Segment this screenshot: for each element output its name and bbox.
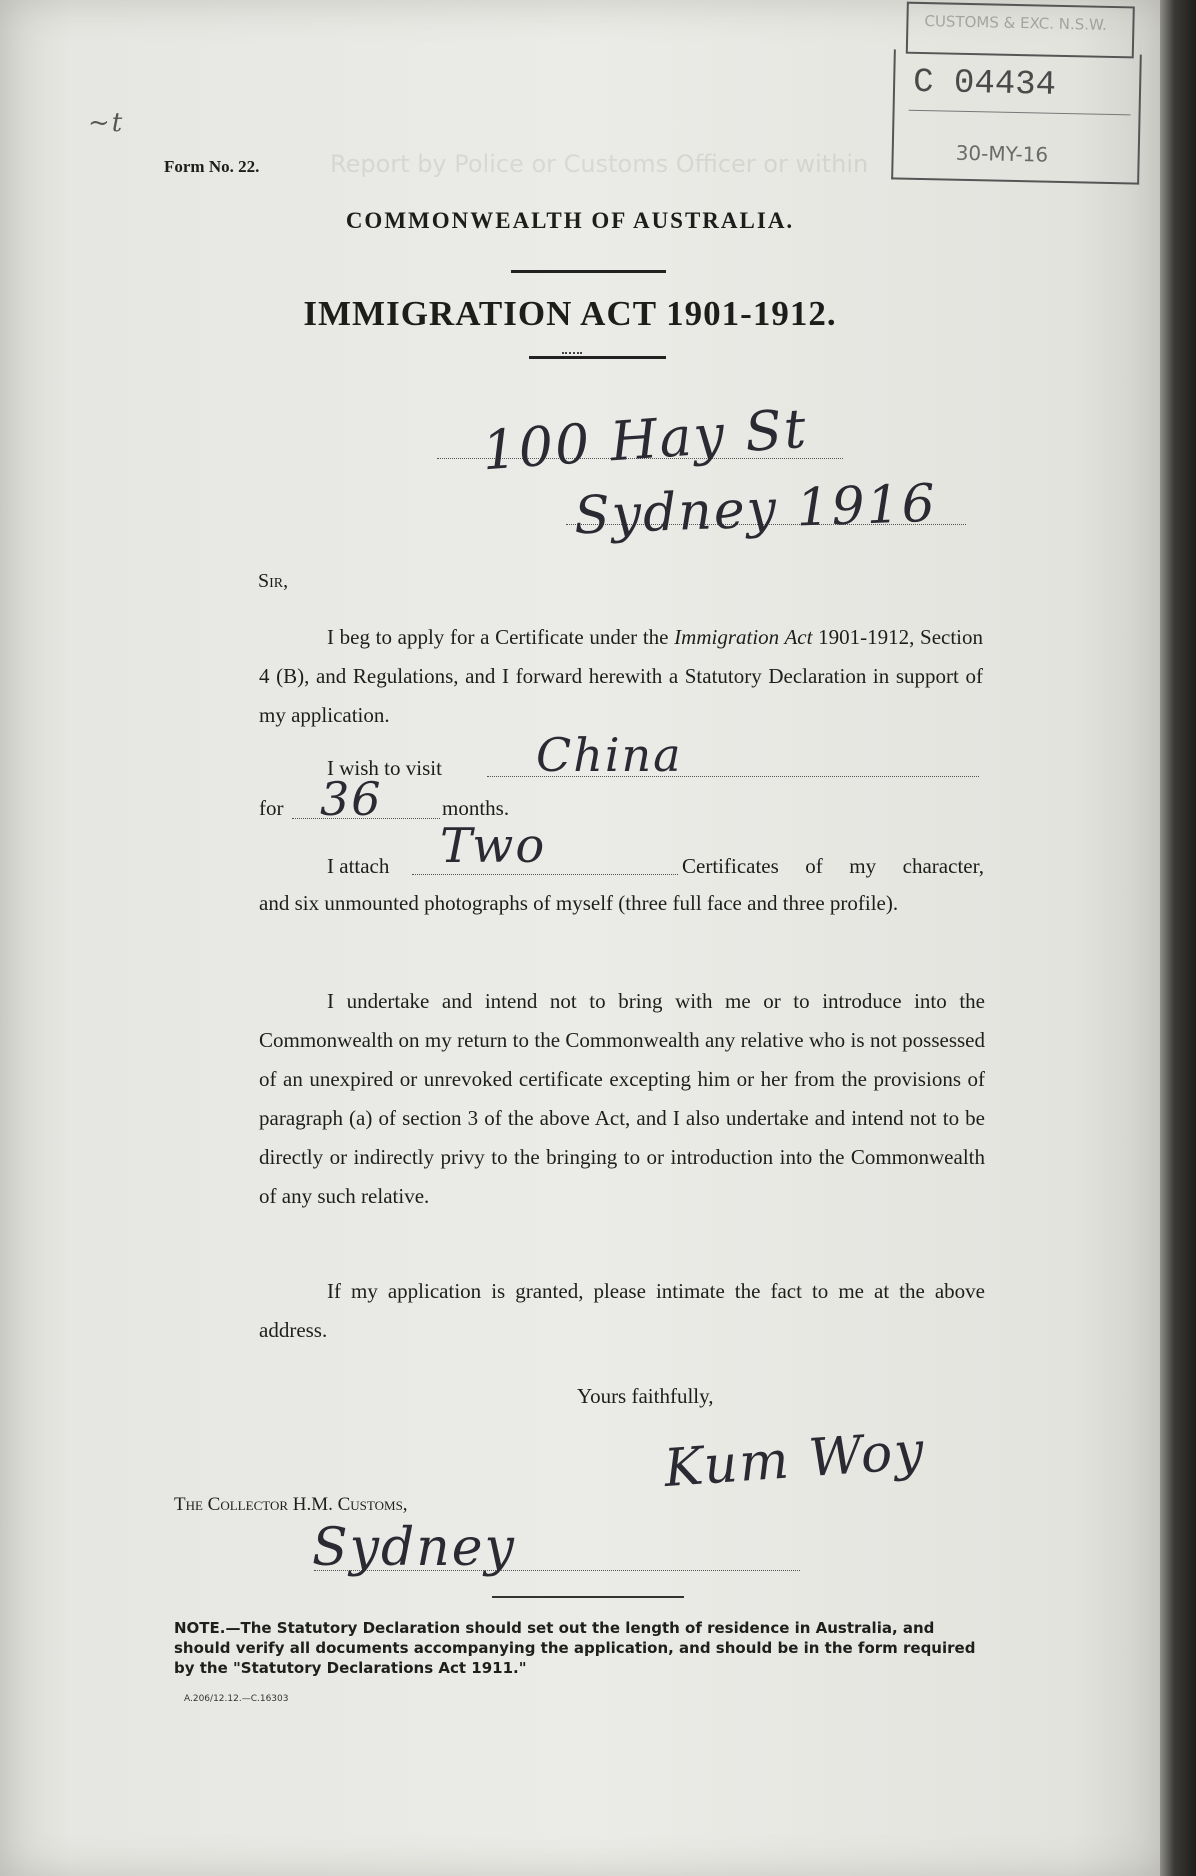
corner-mark: ~t xyxy=(88,108,125,138)
visit-value[interactable]: China xyxy=(536,728,683,782)
months-label: months. xyxy=(442,796,510,820)
months-value[interactable]: 36 xyxy=(320,772,383,826)
para1-text: I beg to apply for a Certificate under the xyxy=(327,625,669,649)
stamp-date: 30-MY-16 xyxy=(955,140,1049,167)
print-code: A.206/12.12.—C.16303 xyxy=(184,1694,289,1704)
visit-label: I wish to visit xyxy=(327,756,442,780)
customs-stamp xyxy=(891,1,1143,182)
heading-dots xyxy=(562,352,582,354)
salutation: Sir, xyxy=(258,570,289,592)
addressee-city[interactable]: Sydney xyxy=(312,1518,516,1578)
address-line2: Sydney 1916 xyxy=(573,473,938,547)
address-line1: 100 Hay St xyxy=(480,396,810,483)
note-label: NOTE. xyxy=(174,1619,226,1637)
paragraph-undertaking: I undertake and intend not to bring with me or to introduce into the Commonwealth on my return to the Commonwealth any relative who is not possessed of an unexpired or unrevoked certificate excepting him or her from the provisions of paragraph (a) of section 3 of the above Act, and I also undertake and intend not to be directly or indirectly privy to the bringing to or introduction into the Commonwealth of any such relative. xyxy=(259,989,985,1208)
closing: Yours faithfully, xyxy=(577,1384,714,1408)
stamp-top-text: CUSTOMS & EXC. N.S.W. xyxy=(924,12,1108,34)
stamp-number: C 04434 xyxy=(912,63,1057,105)
paragraph-application xyxy=(259,618,983,735)
for-label: for xyxy=(259,796,284,820)
attach-value[interactable]: Two xyxy=(440,818,547,874)
attach-field-rule xyxy=(412,874,678,875)
signature: Kum Woy xyxy=(662,1420,928,1500)
heading-rule-top xyxy=(511,270,666,273)
paragraph-intimate: If my application is granted, please intimate the fact to me at the above address. xyxy=(259,1279,985,1342)
heading-country: COMMONWEALTH OF AUSTRALIA. xyxy=(345,208,795,233)
bleed-through-text: Report by Police or Customs Officer or within xyxy=(330,150,869,178)
paragraph-photographs: and six unmounted photographs of myself (three full face and three profile). xyxy=(259,891,899,915)
heading-act: IMMIGRATION ACT 1901-1912. xyxy=(303,294,837,333)
attach-after: Certificates of my character, xyxy=(682,854,984,878)
heading-rule-bottom xyxy=(529,356,666,359)
city-flourish xyxy=(492,1596,684,1598)
attach-label: I attach xyxy=(327,854,390,878)
act-title-italic: Immigration Act xyxy=(674,625,813,649)
form-number: Form No. 22. xyxy=(164,157,260,176)
addressee: The Collector H.M. Customs, xyxy=(174,1494,408,1515)
para1-text-cont: 1901-1912, Section 4 (B), and Regulations, and I forward herewith a Statutory Declaration in support of my application. xyxy=(259,625,984,727)
note-block xyxy=(174,1618,986,1678)
page-edge-shadow xyxy=(1160,0,1196,1876)
note-text: —The Statutory Declaration should set out the length of residence in Australia, and should verify all documents accompanying the application, and should be in the form required by the "Statutory Declarations Act 1911." xyxy=(174,1619,976,1677)
